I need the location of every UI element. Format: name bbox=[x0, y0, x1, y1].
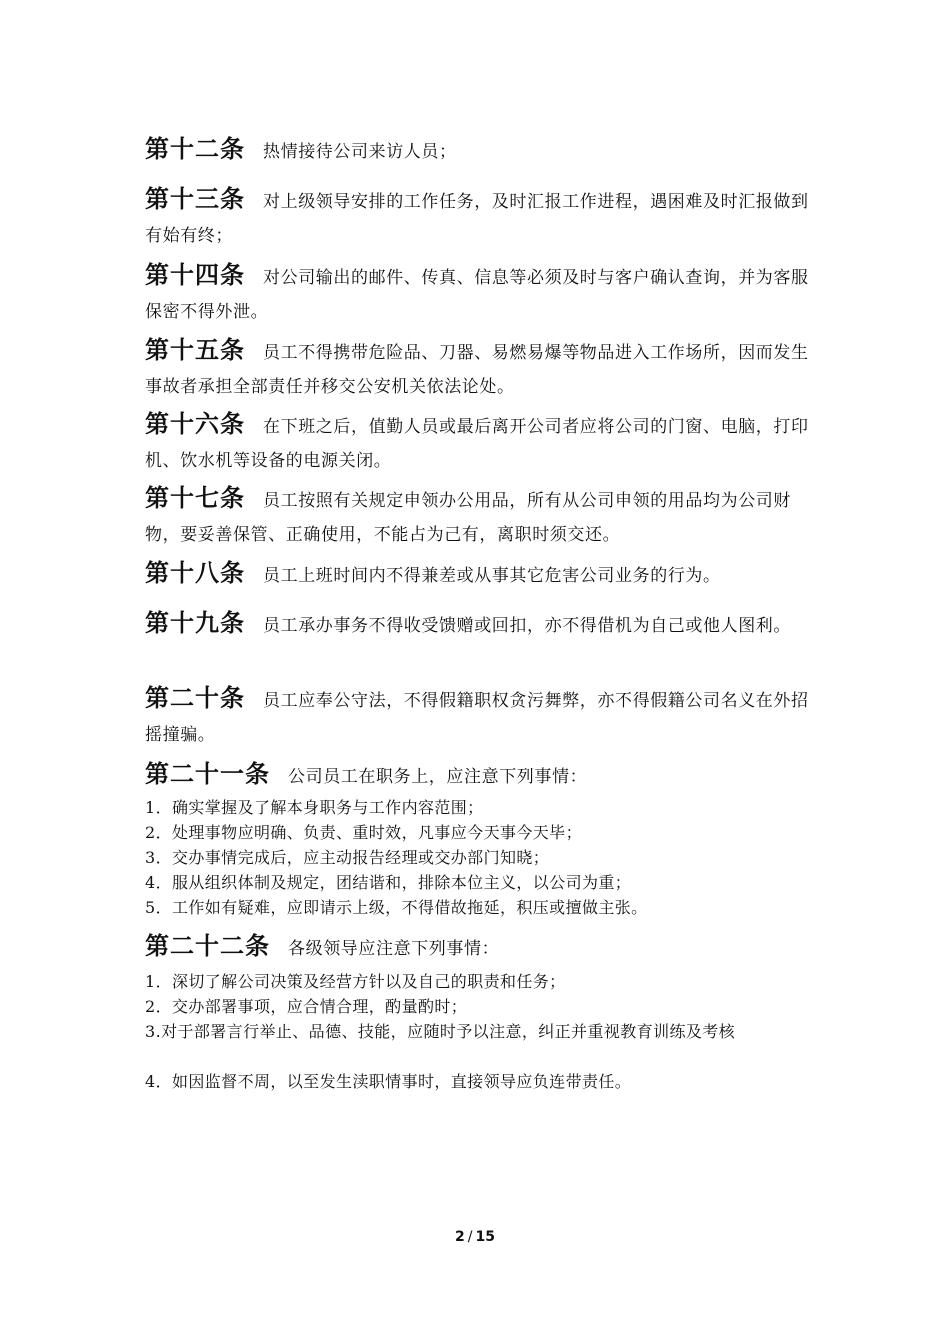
article-22-list bbox=[145, 969, 825, 1094]
list-item: 4．如因监督不周，以至发生渎职情事时，直接领导应负连带责任。 bbox=[145, 1072, 632, 1091]
article-heading: 第十八条 bbox=[145, 559, 245, 587]
article-heading: 第二十条 bbox=[145, 684, 245, 712]
article-text: 对上级领导安排的工作任务，及时汇报工作进程，遇困难及时汇报做到有始有终； bbox=[145, 192, 809, 246]
list-item: 3．交办事情完成后，应主动报告经理或交办部门知晓； bbox=[145, 848, 550, 867]
page-number bbox=[0, 1229, 950, 1245]
list-item: 5．工作如有疑难，应即请示上级，不得借故拖延，积压或擅做主张。 bbox=[145, 898, 648, 917]
article-text: 热情接待公司来访人员； bbox=[263, 142, 457, 162]
list-item: 1．深切了解公司决策及经营方针以及自己的职责和任务； bbox=[145, 972, 566, 991]
article-16 bbox=[145, 407, 810, 478]
article-21-list bbox=[145, 795, 825, 920]
article-13 bbox=[145, 182, 810, 253]
article-heading: 第十九条 bbox=[145, 609, 245, 637]
article-21 bbox=[145, 757, 810, 794]
list-item: 4．服从组织体制及规定，团结谐和，排除本位主义，以公司为重； bbox=[145, 873, 632, 892]
article-text: 在下班之后，值勤人员或最后离开公司者应将公司的门窗、电脑，打印机、饮水机等设备的电源关闭。 bbox=[145, 417, 809, 471]
article-text: 公司员工在职务上，应注意下列事情： bbox=[288, 767, 588, 787]
article-text: 员工按照有关规定申领办公用品，所有从公司申领的用品均为公司财物，要妥善保管、正确使用，不能占为己有，离职时须交还。 bbox=[145, 491, 791, 545]
article-20 bbox=[145, 681, 810, 752]
page-total: 15 bbox=[475, 1229, 495, 1245]
list-item: 3.对于部署言行举止、品德、技能，应随时予以注意，纠正并重视教育训练及考核 bbox=[145, 1022, 736, 1041]
article-text: 员工应奉公守法，不得假籍职权贪污舞弊，亦不得假籍公司名义在外招摇撞骗。 bbox=[145, 691, 809, 745]
article-heading: 第二十二条 bbox=[145, 932, 270, 960]
article-heading: 第十六条 bbox=[145, 410, 245, 438]
article-text: 员工承办事务不得收受馈赠或回扣，亦不得借机为自己或他人图利。 bbox=[263, 616, 791, 636]
article-text: 员工上班时间内不得兼差或从事其它危害公司业务的行为。 bbox=[263, 566, 721, 586]
list-item: 1．确实掌握及了解本身职务与工作内容范围； bbox=[145, 798, 484, 817]
article-heading: 第十二条 bbox=[145, 135, 245, 163]
article-17 bbox=[145, 481, 810, 552]
article-heading: 第十四条 bbox=[145, 261, 245, 289]
list-item: 2．处理事物应明确、负责、重时效，凡事应今天事今天毕； bbox=[145, 823, 582, 842]
list-item: 2．交办部署事项，应合情合理，酌量酌时； bbox=[145, 997, 468, 1016]
article-text: 对公司输出的邮件、传真、信息等必须及时与客户确认查询，并为客服保密不得外泄。 bbox=[145, 268, 809, 322]
page-separator: / bbox=[467, 1229, 473, 1245]
article-12 bbox=[145, 132, 810, 169]
article-text: 各级领导应注意下列事情： bbox=[288, 939, 500, 959]
article-14 bbox=[145, 258, 810, 329]
article-heading: 第十七条 bbox=[145, 484, 245, 512]
article-heading: 第二十一条 bbox=[145, 760, 270, 788]
article-15 bbox=[145, 333, 810, 404]
page-current: 2 bbox=[455, 1229, 465, 1245]
article-22 bbox=[145, 929, 810, 966]
article-18 bbox=[145, 556, 810, 593]
article-heading: 第十五条 bbox=[145, 336, 245, 364]
article-heading: 第十三条 bbox=[145, 185, 245, 213]
article-text: 员工不得携带危险品、刀器、易燃易爆等物品进入工作场所，因而发生事故者承担全部责任并移交公安机关依法论处。 bbox=[145, 343, 809, 397]
article-19 bbox=[145, 606, 810, 643]
